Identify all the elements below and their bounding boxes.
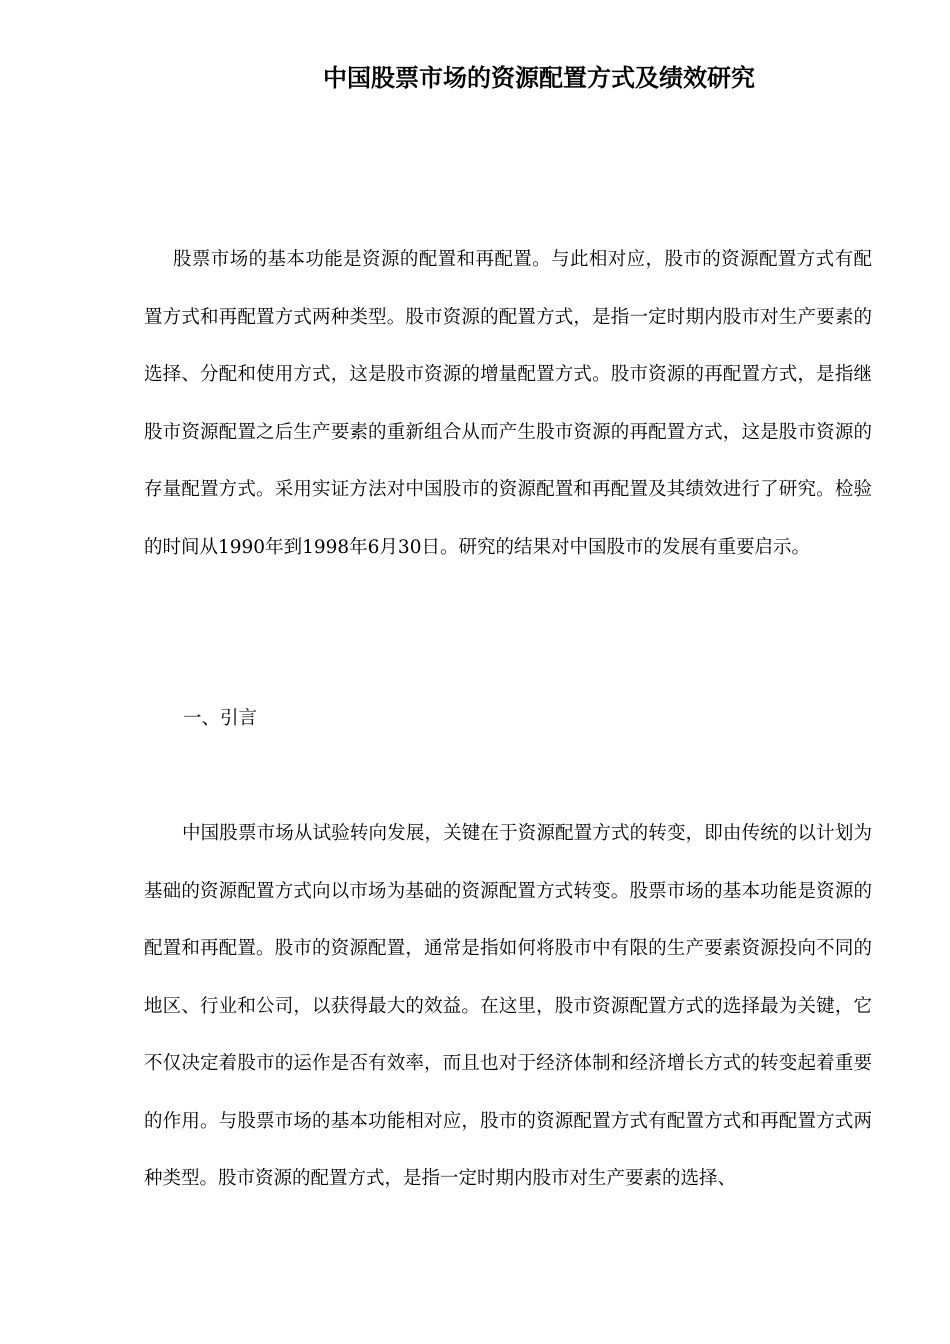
introduction-paragraph: 中国股票市场从试验转向发展，关键在于资源配置方式的转变，即由传统的以计划为基础的资源配置方式向以市场为基础的资源配置方式转变。股票市场的基本功能是资源的配置和再配置。股市的资源配置，通常是指如何将股市中有限的生产要素资源投向不同的地区、行业和公司，以获得最大的效益。在这里，股市资源配置方式的选择最为关键，它不仅决定着股市的运作是否有效率，而且也对于经济体制和经济增长方式的转变起着重要的作用。与股票市场的基本功能相对应，股市的资源配置方式有配置方式和再配置方式两种类型。股市资源的配置方式，是指一定时期内股市对生产要素的选择、 <box>144 823 872 1189</box>
document-title: 中国股票市场的资源配置方式及绩效研究 <box>323 63 755 92</box>
abstract-paragraph: 股票市场的基本功能是资源的配置和再配置。与此相对应，股市的资源配置方式有配置方式和再配置方式两种类型。股市资源的配置方式，是指一定时期内股市对生产要素的选择、分配和使用方式，这是股市资源的增量配置方式。股市资源的再配置方式，是指继股市资源配置之后生产要素的重新组合从而产生股市资源的再配置方式，这是股市资源的存量配置方式。采用实证方法对中国股市的资源配置和再配置及其绩效进行了研究。检验的时间从1990年到1998年6月30日。研究的结果对中国股市的发展有重要启示。 <box>144 249 872 558</box>
section-heading-introduction: 一、引言 <box>183 708 258 729</box>
